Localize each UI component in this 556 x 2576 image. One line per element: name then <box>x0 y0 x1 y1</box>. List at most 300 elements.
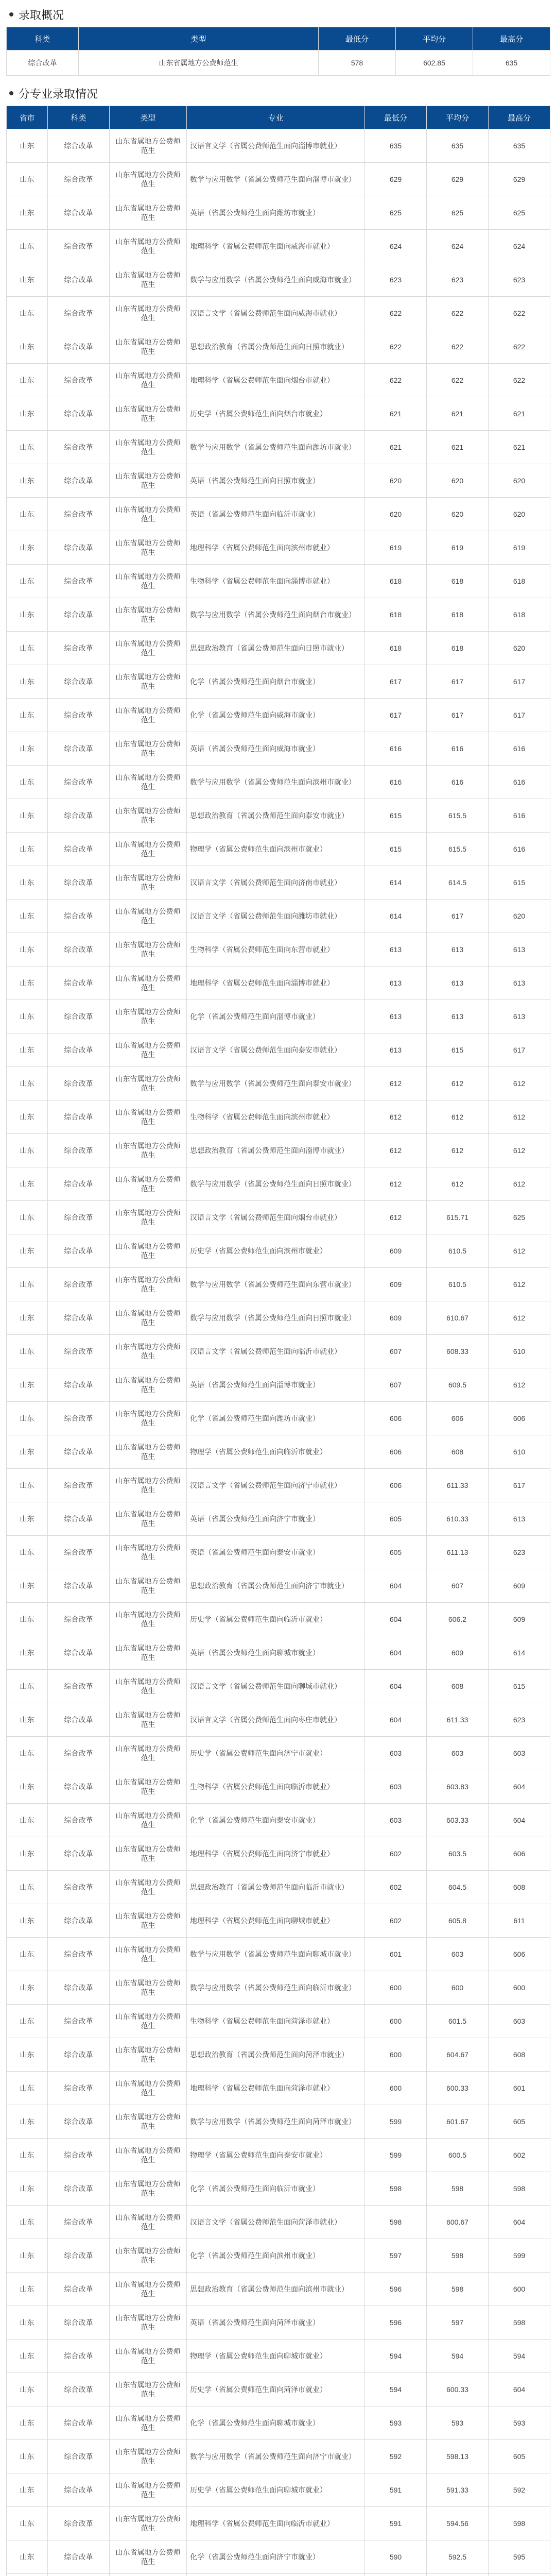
max-score-cell: 610 <box>489 1335 550 1368</box>
max-score-cell: 610 <box>489 1435 550 1469</box>
avg-score-cell: 604.67 <box>427 2038 489 2072</box>
type-cell: 山东省属地方公费师范生 <box>110 2373 187 2406</box>
avg-score-cell: 622 <box>427 330 489 364</box>
avg-score-cell: 612 <box>427 1100 489 1134</box>
avg-score-cell: 603.83 <box>427 1770 489 1804</box>
type-cell: 山东省属地方公费师范生 <box>110 531 187 565</box>
min-score-cell: 621 <box>365 397 427 431</box>
major-cell: 生物科学（省属公费师范生面向滨州市就业） <box>187 1100 365 1134</box>
category-cell: 综合改革 <box>48 1770 110 1804</box>
table-row <box>7 632 550 665</box>
min-score-cell: 593 <box>365 2406 427 2440</box>
province-cell: 山东 <box>7 1502 48 1536</box>
avg-score-cell: 608.33 <box>427 1335 489 1368</box>
header-cell: 最低分 <box>319 27 396 50</box>
type-cell: 山东省属地方公费师范生 <box>110 933 187 967</box>
major-cell: 数学与应用数学（省属公费师范生面向潍坊市就业） <box>187 431 365 464</box>
min-score-cell: 594 <box>365 2340 427 2373</box>
major-cell: 思想政治教育（省属公费师范生面向滨州市就业） <box>187 2273 365 2306</box>
province-cell: 山东 <box>7 1067 48 1100</box>
category-cell: 综合改革 <box>48 1167 110 1201</box>
category-cell: 综合改革 <box>48 464 110 498</box>
min-score-cell: 612 <box>365 1100 427 1134</box>
type-cell: 山东省属地方公费师范生 <box>110 1770 187 1804</box>
table-row <box>7 1167 550 1201</box>
min-score-cell: 602 <box>365 1837 427 1871</box>
section-title-overview: 录取概况 <box>19 8 64 22</box>
avg-score-cell: 610.5 <box>427 1268 489 1301</box>
type-cell: 山东省属地方公费师范生 <box>110 2038 187 2072</box>
table-row <box>7 1603 550 1636</box>
min-score-cell: 606 <box>365 1402 427 1435</box>
type-cell: 山东省属地方公费师范生 <box>110 431 187 464</box>
max-score-cell: 604 <box>489 1770 550 1804</box>
min-score-cell: 599 <box>365 2105 427 2139</box>
type-cell: 山东省属地方公费师范生 <box>110 1000 187 1033</box>
max-score-cell: 612 <box>489 1368 550 1402</box>
major-cell: 思想政治教育（省属公费师范生面向济宁市就业） <box>187 1569 365 1603</box>
type-cell: 山东省属地方公费师范生 <box>110 1569 187 1603</box>
major-cell: 数学与应用数学（省属公费师范生面向泰安市就业） <box>187 1067 365 1100</box>
category-cell: 综合改革 <box>48 531 110 565</box>
province-cell: 山东 <box>7 397 48 431</box>
max-score-cell: 629 <box>489 163 550 196</box>
table-row <box>7 2005 550 2038</box>
min-score-cell: 619 <box>365 531 427 565</box>
province-cell: 山东 <box>7 263 48 297</box>
table-row <box>7 330 550 364</box>
province-cell: 山东 <box>7 2005 48 2038</box>
min-score-cell: 598 <box>365 2206 427 2239</box>
max-score-cell: 616 <box>489 799 550 833</box>
max-score-cell: 593 <box>489 2406 550 2440</box>
type-cell: 山东省属地方公费师范生 <box>110 565 187 598</box>
category-cell: 综合改革 <box>48 1971 110 2005</box>
major-cell: 思想政治教育（省属公费师范生面向日照市就业） <box>187 330 365 364</box>
max-score-cell: 606 <box>489 1938 550 1971</box>
province-cell: 山东 <box>7 699 48 732</box>
max-score-cell: 622 <box>489 297 550 330</box>
type-cell: 山东省属地方公费师范生 <box>110 1234 187 1268</box>
province-cell: 山东 <box>7 2507 48 2540</box>
province-cell: 山东 <box>7 2172 48 2206</box>
avg-score-cell: 619 <box>427 531 489 565</box>
avg-score-cell: 600.33 <box>427 2373 489 2406</box>
province-cell: 山东 <box>7 330 48 364</box>
max-score-cell: 620 <box>489 498 550 531</box>
category-cell: 综合改革 <box>48 2273 110 2306</box>
category-cell: 综合改革 <box>48 1569 110 1603</box>
province-cell: 山东 <box>7 1000 48 1033</box>
min-score-cell: 629 <box>365 163 427 196</box>
major-cell: 地理科学（省属公费师范生面向临沂市就业） <box>187 2507 365 2540</box>
province-cell: 山东 <box>7 1435 48 1469</box>
avg-score-cell: 623 <box>427 263 489 297</box>
category-cell: 综合改革 <box>48 732 110 766</box>
min-score-cell: 604 <box>365 1636 427 1670</box>
major-cell: 数学与应用数学（省属公费师范生面向日照市就业） <box>187 1301 365 1335</box>
province-cell: 山东 <box>7 163 48 196</box>
category-cell <box>48 2574 110 2576</box>
max-score-cell: 605 <box>489 2440 550 2473</box>
province-cell <box>7 2574 48 2576</box>
max-score-cell: 619 <box>489 531 550 565</box>
category-cell: 综合改革 <box>48 2540 110 2574</box>
type-cell: 山东省属地方公费师范生 <box>110 799 187 833</box>
min-score-cell: 590 <box>365 2540 427 2574</box>
avg-score-cell: 611.33 <box>427 1703 489 1737</box>
min-score-cell: 604 <box>365 1670 427 1703</box>
avg-score-cell: 617 <box>427 699 489 732</box>
category-cell: 综合改革 <box>48 1435 110 1469</box>
province-cell: 山东 <box>7 799 48 833</box>
category-cell: 综合改革 <box>48 498 110 531</box>
avg-score-cell: 600.33 <box>427 2072 489 2105</box>
category-cell: 综合改革 <box>48 1301 110 1335</box>
type-cell: 山东省属地方公费师范生 <box>110 1435 187 1469</box>
header-cell: 类型 <box>110 106 187 129</box>
major-table-body <box>7 129 550 2576</box>
province-cell: 山东 <box>7 1569 48 1603</box>
min-score-cell: 604 <box>365 1569 427 1603</box>
min-score-cell: 615 <box>365 833 427 866</box>
avg-score-cell: 598 <box>427 2239 489 2273</box>
summary-table <box>6 27 550 76</box>
max-score-cell: 616 <box>489 732 550 766</box>
max-score-cell: 624 <box>489 230 550 263</box>
max-score-cell: 625 <box>489 196 550 230</box>
table-row <box>7 1837 550 1871</box>
province-cell: 山东 <box>7 2473 48 2507</box>
min-score-cell: 615 <box>365 799 427 833</box>
max-score-cell: 601 <box>489 2072 550 2105</box>
major-cell: 化学（省属公费师范生面向泰安市就业） <box>187 1804 365 1837</box>
major-cell: 思想政治教育（省属公费师范生面向淄博市就业） <box>187 1134 365 1167</box>
type-cell: 山东省属地方公费师范生 <box>110 1904 187 1938</box>
type-cell: 山东省属地方公费师范生 <box>110 263 187 297</box>
header-cell: 类型 <box>79 27 319 50</box>
type-cell: 山东省属地方公费师范生 <box>110 1368 187 1402</box>
category-cell: 综合改革 <box>48 1904 110 1938</box>
major-cell: 英语（省属公费师范生面向菏泽市就业） <box>187 2306 365 2340</box>
table-row <box>7 1770 550 1804</box>
summary-row <box>7 50 550 76</box>
major-cell: 思想政治教育（省属公费师范生面向日照市就业） <box>187 632 365 665</box>
major-cell: 思想政治教育（省属公费师范生面向菏泽市就业） <box>187 2038 365 2072</box>
category-cell: 综合改革 <box>48 230 110 263</box>
type-cell: 山东省属地方公费师范生 <box>110 699 187 732</box>
major-cell: 汉语言文学（省属公费师范生面向泰安市就业） <box>187 1033 365 1067</box>
table-row <box>7 2473 550 2507</box>
table-row <box>7 196 550 230</box>
type-cell: 山东省属地方公费师范生 <box>110 1134 187 1167</box>
type-cell: 山东省属地方公费师范生 <box>110 2306 187 2340</box>
major-cell: 数学与应用数学（省属公费师范生面向东营市就业） <box>187 1268 365 1301</box>
min-score-cell: 613 <box>365 933 427 967</box>
avg-score-cell: 610.67 <box>427 1301 489 1335</box>
province-cell: 山东 <box>7 1100 48 1134</box>
province-cell: 山东 <box>7 464 48 498</box>
avg-score-cell: 612 <box>427 1067 489 1100</box>
section-header-majors <box>6 84 550 103</box>
table-row <box>7 2139 550 2172</box>
min-score-cell: 602 <box>365 1871 427 1904</box>
major-cell: 化学（省属公费师范生面向滨州市就业） <box>187 2239 365 2273</box>
table-row <box>7 2239 550 2273</box>
max-score-cell: 592 <box>489 2473 550 2507</box>
major-cell: 汉语言文学（省属公费师范生面向临沂市就业） <box>187 1335 365 1368</box>
table-row <box>7 1268 550 1301</box>
min-score-cell: 600 <box>365 2005 427 2038</box>
category-cell: 综合改革 <box>48 833 110 866</box>
max-score-cell: 609 <box>489 1603 550 1636</box>
province-cell: 山东 <box>7 2340 48 2373</box>
avg-score-cell: 621 <box>427 397 489 431</box>
major-cell: 汉语言文学（省属公费师范生面向济宁市就业） <box>187 1469 365 1502</box>
category-cell: 综合改革 <box>48 196 110 230</box>
table-row <box>7 1067 550 1100</box>
min-score-cell: 622 <box>365 297 427 330</box>
major-cell: 数学与应用数学（省属公费师范生面向威海市就业） <box>187 263 365 297</box>
avg-score-cell: 629 <box>427 163 489 196</box>
max-score-cell: 594 <box>489 2340 550 2373</box>
type-cell: 山东省属地方公费师范生 <box>110 967 187 1000</box>
avg-score-cell: 600 <box>427 1971 489 2005</box>
max-score-cell: 617 <box>489 665 550 699</box>
avg-score-cell: 613 <box>427 933 489 967</box>
type-cell: 山东省属地方公费师范生 <box>110 1335 187 1368</box>
province-cell: 山东 <box>7 2139 48 2172</box>
major-cell: 英语（省属公费师范生面向日照市就业） <box>187 464 365 498</box>
min-score-cell: 606 <box>365 1435 427 1469</box>
table-row <box>7 1033 550 1067</box>
table-row <box>7 1402 550 1435</box>
major-cell: 化学（省属公费师范生面向淄博市就业） <box>187 1000 365 1033</box>
province-cell: 山东 <box>7 1737 48 1770</box>
section-header-overview <box>6 5 550 24</box>
major-cell: 数学与应用数学（省属公费师范生面向淄博市就业） <box>187 163 365 196</box>
min-score-cell: 603 <box>365 1737 427 1770</box>
province-cell: 山东 <box>7 1167 48 1201</box>
avg-score-cell: 617 <box>427 665 489 699</box>
province-cell: 山东 <box>7 900 48 933</box>
table-row <box>7 2440 550 2473</box>
avg-score-cell: 612 <box>427 1167 489 1201</box>
min-score-cell: 624 <box>365 230 427 263</box>
major-cell: 生物科学（省属公费师范生面向东营市就业） <box>187 933 365 967</box>
max-score-cell: 612 <box>489 1067 550 1100</box>
avg-score-cell: 606 <box>427 1402 489 1435</box>
avg-score-cell: 601.5 <box>427 2005 489 2038</box>
type-cell: 山东省属地方公费师范生 <box>110 129 187 163</box>
type-cell: 山东省属地方公费师范生 <box>110 766 187 799</box>
category-cell: 综合改革 <box>48 2038 110 2072</box>
category-cell: 综合改革 <box>48 866 110 900</box>
category-cell: 综合改革 <box>48 297 110 330</box>
category-cell: 综合改革 <box>48 1703 110 1737</box>
province-cell: 山东 <box>7 1871 48 1904</box>
major-cell: 化学（省属公费师范生面向聊城市就业） <box>187 2406 365 2440</box>
type-cell: 山东省属地方公费师范生 <box>110 2473 187 2507</box>
min-score-cell: 591 <box>365 2507 427 2540</box>
table-row <box>7 2406 550 2440</box>
major-cell: 物理学（省属公费师范生面向泰安市就业） <box>187 2139 365 2172</box>
type-cell: 山东省属地方公费师范生 <box>110 665 187 699</box>
type-cell: 山东省属地方公费师范生 <box>110 833 187 866</box>
table-row <box>7 364 550 397</box>
min-score-cell: 612 <box>365 1134 427 1167</box>
type-cell: 山东省属地方公费师范生 <box>110 1703 187 1737</box>
max-score-cell: 615 <box>489 866 550 900</box>
type-cell: 山东省属地方公费师范生 <box>110 196 187 230</box>
table-row <box>7 967 550 1000</box>
table-row <box>7 2373 550 2406</box>
max-score-cell: 606 <box>489 1402 550 1435</box>
province-cell: 山东 <box>7 2239 48 2273</box>
header-cell: 最高分 <box>473 27 550 50</box>
major-cell: 汉语言文学（省属公费师范生面向济南市就业） <box>187 866 365 900</box>
min-score-cell <box>365 2574 427 2576</box>
max-score-cell: 613 <box>489 1502 550 1536</box>
table-row <box>7 163 550 196</box>
province-cell: 山东 <box>7 1368 48 1402</box>
avg-score-cell: 597 <box>427 2306 489 2340</box>
type-cell: 山东省属地方公费师范生 <box>110 1636 187 1670</box>
province-cell: 山东 <box>7 196 48 230</box>
province-cell: 山东 <box>7 2306 48 2340</box>
min-score-cell: 605 <box>365 1502 427 1536</box>
min-score-cell: 598 <box>365 2172 427 2206</box>
type-cell: 山东省属地方公费师范生 <box>110 2206 187 2239</box>
type-cell: 山东省属地方公费师范生 <box>110 1402 187 1435</box>
province-cell: 山东 <box>7 1770 48 1804</box>
avg-score-cell: 616 <box>427 766 489 799</box>
avg-score-cell: 610.5 <box>427 1234 489 1268</box>
category-cell: 综合改革 <box>48 2306 110 2340</box>
category-cell: 综合改革 <box>48 2105 110 2139</box>
max-score-cell: 635 <box>489 129 550 163</box>
type-cell: 山东省属地方公费师范生 <box>110 1871 187 1904</box>
table-row <box>7 1301 550 1335</box>
max-score-cell: 611 <box>489 1904 550 1938</box>
type-cell: 山东省属地方公费师范生 <box>110 1469 187 1502</box>
major-cell: 英语（省属公费师范生面向济宁市就业） <box>187 1502 365 1536</box>
table-row <box>7 2038 550 2072</box>
major-cell: 地理科学（省属公费师范生面向威海市就业） <box>187 230 365 263</box>
type-cell: 山东省属地方公费师范生 <box>110 1938 187 1971</box>
major-cell: 思想政治教育（省属公费师范生面向临沂市就业） <box>187 1871 365 1904</box>
max-score-cell: 612 <box>489 1134 550 1167</box>
type-cell <box>110 2574 187 2576</box>
province-cell: 山东 <box>7 2273 48 2306</box>
table-row <box>7 431 550 464</box>
major-cell: 汉语言文学（省属公费师范生面向潍坊市就业） <box>187 900 365 933</box>
type-cell: 山东省属地方公费师范生 <box>110 2172 187 2206</box>
table-row <box>7 1335 550 1368</box>
avg-score-cell: 600.67 <box>427 2206 489 2239</box>
min-score-cell: 600 <box>365 2072 427 2105</box>
category-cell: 综合改革 <box>48 2139 110 2172</box>
type-cell: 山东省属地方公费师范生 <box>110 464 187 498</box>
min-score-cell: 605 <box>365 1536 427 1569</box>
max-score-cell: 609 <box>489 1569 550 1603</box>
table-row <box>7 1234 550 1268</box>
type-cell: 山东省属地方公费师范生 <box>110 632 187 665</box>
major-cell: 物理学（省属公费师范生面向聊城市就业） <box>187 2340 365 2373</box>
min-score-cell: 625 <box>365 196 427 230</box>
category-cell: 综合改革 <box>48 1737 110 1770</box>
province-cell: 山东 <box>7 1971 48 2005</box>
province-cell: 山东 <box>7 1469 48 1502</box>
category-cell: 综合改革 <box>48 665 110 699</box>
type-cell: 山东省属地方公费师范生 <box>110 1201 187 1234</box>
type-cell: 山东省属地方公费师范生 <box>110 2072 187 2105</box>
province-cell: 山东 <box>7 1301 48 1335</box>
province-cell: 山东 <box>7 1670 48 1703</box>
major-cell: 英语（省属公费师范生面向临沂市就业） <box>187 498 365 531</box>
major-cell: 汉语言文学（省属公费师范生面向枣庄市就业） <box>187 1703 365 1737</box>
category-cell: 综合改革 <box>48 1067 110 1100</box>
min-score-cell: 600 <box>365 2038 427 2072</box>
province-cell: 山东 <box>7 230 48 263</box>
category-cell: 综合改革 <box>48 1033 110 1067</box>
province-cell: 山东 <box>7 2206 48 2239</box>
min-score-cell: 596 <box>365 2273 427 2306</box>
min-score-cell: 620 <box>365 498 427 531</box>
major-cell: 英语（省属公费师范生面向泰安市就业） <box>187 1536 365 1569</box>
max-score-cell: 613 <box>489 933 550 967</box>
min-score-cell: 612 <box>365 1167 427 1201</box>
avg-score-cell: 605.8 <box>427 1904 489 1938</box>
min-score-cell: 620 <box>365 464 427 498</box>
major-cell: 汉语言文学（省属公费师范生面向烟台市就业） <box>187 1201 365 1234</box>
avg-score-cell: 603.33 <box>427 1804 489 1837</box>
min-score-cell: 623 <box>365 263 427 297</box>
type-cell: 山东省属地方公费师范生 <box>110 732 187 766</box>
avg-score-cell: 598 <box>427 2273 489 2306</box>
category-cell: 综合改革 <box>48 799 110 833</box>
table-row <box>7 2072 550 2105</box>
province-cell: 山东 <box>7 2440 48 2473</box>
type-cell: 山东省属地方公费师范生 <box>110 2273 187 2306</box>
table-row <box>7 464 550 498</box>
avg-score-cell: 625 <box>427 196 489 230</box>
table-row <box>7 900 550 933</box>
max-score-cell: 613 <box>489 1000 550 1033</box>
max-score-cell: 613 <box>489 967 550 1000</box>
summary-cell: 综合改革 <box>7 50 79 76</box>
avg-score-cell: 603 <box>427 1938 489 1971</box>
max-score-cell: 623 <box>489 1536 550 1569</box>
category-cell: 综合改革 <box>48 2072 110 2105</box>
major-cell: 生物科学（省属公费师范生面向淄博市就业） <box>187 565 365 598</box>
table-row <box>7 498 550 531</box>
category-cell: 综合改革 <box>48 1402 110 1435</box>
type-cell: 山东省属地方公费师范生 <box>110 2105 187 2139</box>
max-score-cell: 623 <box>489 263 550 297</box>
major-table <box>6 106 550 2576</box>
type-cell: 山东省属地方公费师范生 <box>110 297 187 330</box>
max-score-cell: 615 <box>489 1670 550 1703</box>
min-score-cell: 612 <box>365 1201 427 1234</box>
table-row <box>7 297 550 330</box>
max-score-cell: 620 <box>489 632 550 665</box>
major-cell: 历史学（省属公费师范生面向烟台市就业） <box>187 397 365 431</box>
min-score-cell: 616 <box>365 732 427 766</box>
avg-score-cell: 613 <box>427 967 489 1000</box>
table-row <box>7 799 550 833</box>
province-cell: 山东 <box>7 1234 48 1268</box>
